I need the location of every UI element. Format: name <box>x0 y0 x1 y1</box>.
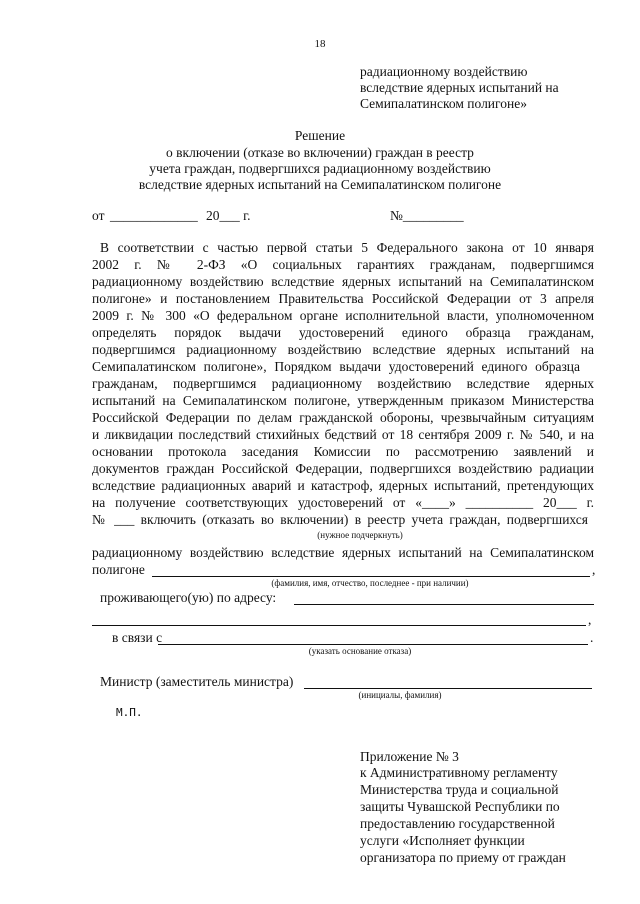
title-line: о включении (отказе во включении) граждан в реестр <box>166 145 474 160</box>
body-line: документов граждан Российской Федерации, подвергшихся воздействию радиации <box>92 461 594 476</box>
address-field-line2[interactable] <box>92 625 586 626</box>
underline-hint: (нужное подчеркнуть) <box>317 530 403 540</box>
address-label: проживающего(ую) по адресу: <box>100 590 277 605</box>
date-blank: _____________ <box>110 208 198 223</box>
minister-label: Министр (заместитель министра) <box>100 674 294 689</box>
body-line: испытаний на Семипалатинском полигоне, утвержденным приказом Министерства <box>92 393 594 408</box>
polygon-label: полигоне <box>92 562 145 577</box>
reason-label: в связи с <box>112 630 163 645</box>
appendix-line: услуги «Исполняет функции <box>360 833 525 848</box>
reason-field[interactable] <box>158 644 588 645</box>
appendix-title: Приложение № 3 <box>360 749 459 764</box>
appendix-line: предоставлению государственной <box>360 816 555 831</box>
body-line: 2002 г. № 2-ФЗ «О социальных гарантиях гражданам, подвергшимся <box>92 257 594 272</box>
title-line: вследствие ядерных испытаний на Семипалатинском полигоне <box>138 177 502 192</box>
comma: , <box>592 562 596 577</box>
body-line: Российской Федерации по делам гражданской обороны, чрезвычайным ситуациям <box>92 410 594 425</box>
body-line: радиационному воздействию вследствие ядерных испытаний на Семипалатинском <box>92 274 594 289</box>
page-number: 18 <box>314 38 326 50</box>
appendix-line: Министерства труда и социальной <box>360 782 559 797</box>
decision-number: №_________ <box>390 208 464 223</box>
appendix-line: организатора по приему от граждан <box>360 850 566 865</box>
comma: , <box>588 612 592 627</box>
minister-hint: (инициалы, фамилия) <box>358 690 442 700</box>
period: . <box>590 630 594 645</box>
stamp-label: М.П. <box>116 706 143 719</box>
fio-hint: (фамилия, имя, отчество, последнее - при наличии) <box>271 578 469 588</box>
fio-field[interactable] <box>152 576 590 577</box>
reason-hint: (указать основание отказа) <box>308 646 412 656</box>
body-line: радиационному воздействию вследствие ядерных испытаний на Семипалатинском <box>92 545 594 560</box>
body-line: вследствие радиационных аварий и катастроф, ядерных испытаний, претендующих <box>92 478 594 493</box>
body-line: на получение соответствующих удостоверений от «____» __________ 20___ г. <box>92 495 594 510</box>
appendix-line: защиты Чувашской Республики по <box>360 799 560 814</box>
top-right-line: вследствие ядерных испытаний на <box>360 80 559 95</box>
date-label: от <box>92 208 105 223</box>
body-line: Семипалатинском полигоне», Порядком выдачи удостоверений единого образца <box>92 359 580 374</box>
body-line: № ___ включить (отказать во включении) в реестр учета граждан, подвергшихся <box>92 512 588 527</box>
minister-signature-field[interactable] <box>304 688 592 689</box>
body-line: подвергшимся радиационному воздействию вследствие ядерных испытаний на <box>92 342 594 357</box>
top-right-line: Семипалатинском полигоне» <box>360 96 527 111</box>
body-line: и ликвидации последствий стихийных бедствий от 18 сентября 2009 г. № 540, и на <box>92 427 594 442</box>
body-line: В соответствии с частью первой статьи 5 Федерального закона от 10 января <box>100 240 594 255</box>
top-right-line: радиационному воздействию <box>360 64 528 79</box>
body-line: основании протокола заседания Комиссии по рассмотрению заявлений и <box>92 444 594 459</box>
body-line: определять порядок выдачи удостоверений единого образца гражданам, <box>92 325 594 340</box>
body-line: полигоне» и постановлением Правительства Российской Федерации от 3 апреля <box>92 291 594 306</box>
document-title: Решение <box>294 128 346 143</box>
title-line: учета граждан, подвергшихся радиационному воздействию <box>149 161 491 176</box>
appendix-line: к Административному регламенту <box>360 765 558 780</box>
date-year: 20___ г. <box>206 208 251 223</box>
body-line: 2009 г. № 300 «О федеральном органе исполнительной власти, уполномоченном <box>92 308 594 323</box>
address-field[interactable] <box>294 604 594 605</box>
body-line: гражданам, подвергшимся радиационному воздействию вследствие ядерных <box>92 376 594 391</box>
